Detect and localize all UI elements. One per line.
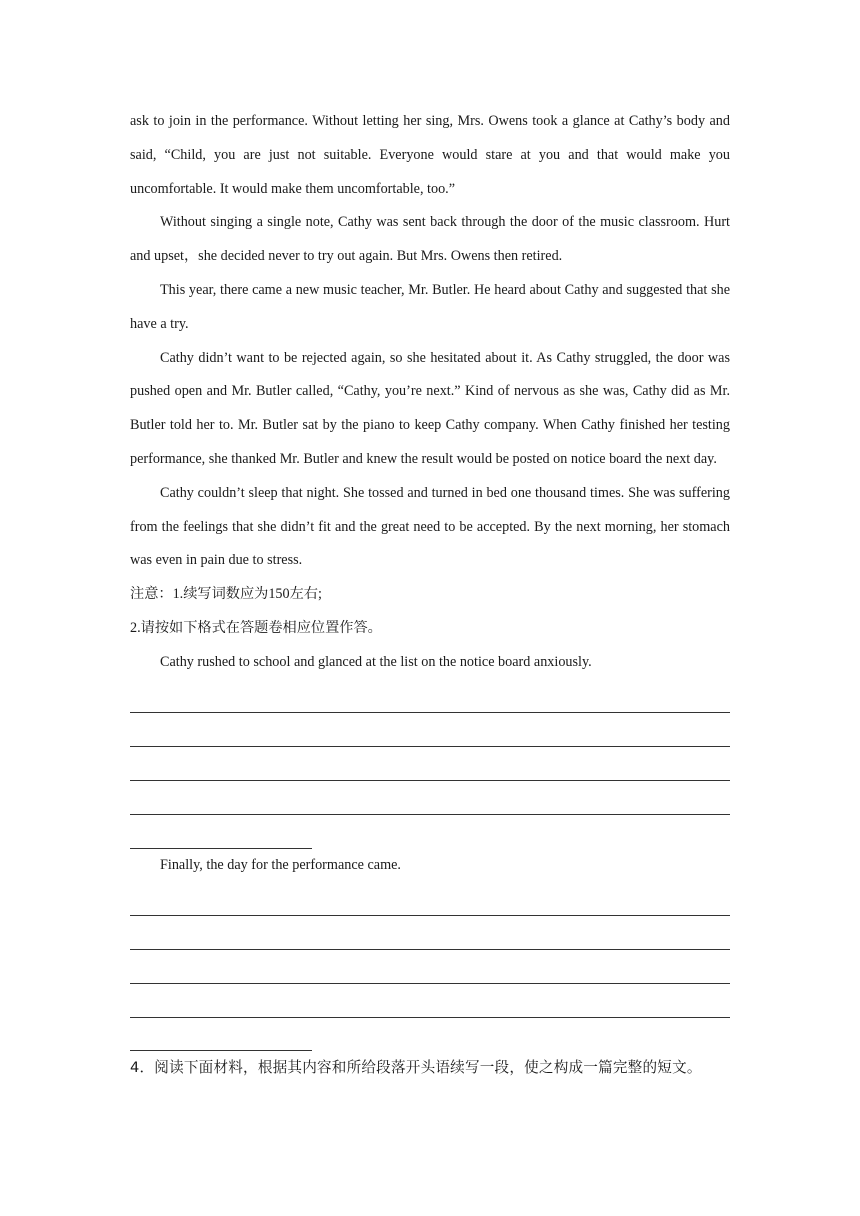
story-paragraph-4: Cathy didn’t want to be rejected again, so she hesitated about it. As Cathy struggled, the door was pushed open and Mr. Butler called, “Cathy, you’re next.” Kind of nervous as she was, Cathy did as Mr. Butler told her to. Mr. Butler sat by the piano to keep Cathy company. When Cathy finished her testing performance, she thanked Mr. Butler and knew the result would be posted on notice board the next day. bbox=[130, 349, 730, 467]
story-paragraph-1: ask to join in the performance. Without letting her sing, Mrs. Owens took a glance at Cathy’s body and said, “Child, you are just not suitable. Everyone would stare at you and that would make you uncomfortable. It would make them uncomfortable, too.” bbox=[130, 113, 730, 197]
answer-line bbox=[130, 984, 730, 1018]
story-paragraph-5: Cathy couldn’t sleep that night. She tossed and turned in bed one thousand times. She was suffering from the feelings that she didn’t fit and the great need to be accepted. By the next morning, her stomach was even in pain due to stress. bbox=[130, 484, 730, 569]
prompt-paragraph-1: Cathy rushed to school and glanced at the list on the notice board anxiously. bbox=[160, 653, 592, 670]
answer-lines-1 bbox=[130, 680, 730, 849]
next-question-heading: 4．阅读下面材料，根据其内容和所给段落开头语续写一段，使之构成一篇完整的短文。 bbox=[130, 1059, 702, 1077]
story-paragraph-2: Without singing a single note, Cathy was sent back through the door of the music classroom. Hurt and upset，she decided never to try out again. But Mrs. Owens then retired. bbox=[130, 214, 730, 265]
answer-line bbox=[130, 916, 730, 950]
answer-line bbox=[130, 747, 730, 781]
answer-line-short bbox=[130, 815, 312, 849]
answer-line bbox=[130, 713, 730, 747]
answer-line bbox=[130, 680, 730, 714]
note-format: 2.请按如下格式在答题卷相应位置作答。 bbox=[130, 619, 382, 636]
note-word-count: 注意：1.续写词数应为150左右; bbox=[130, 586, 322, 603]
prompt-paragraph-2: Finally, the day for the performance came. bbox=[160, 856, 401, 873]
answer-line bbox=[130, 781, 730, 815]
answer-line-short bbox=[130, 1018, 312, 1052]
document-page bbox=[130, 105, 730, 1085]
answer-line bbox=[130, 950, 730, 984]
answer-line bbox=[130, 882, 730, 916]
story-paragraph-3: This year, there came a new music teacher, Mr. Butler. He heard about Cathy and suggested that she have a try. bbox=[130, 281, 730, 332]
answer-lines-2 bbox=[130, 882, 730, 1051]
